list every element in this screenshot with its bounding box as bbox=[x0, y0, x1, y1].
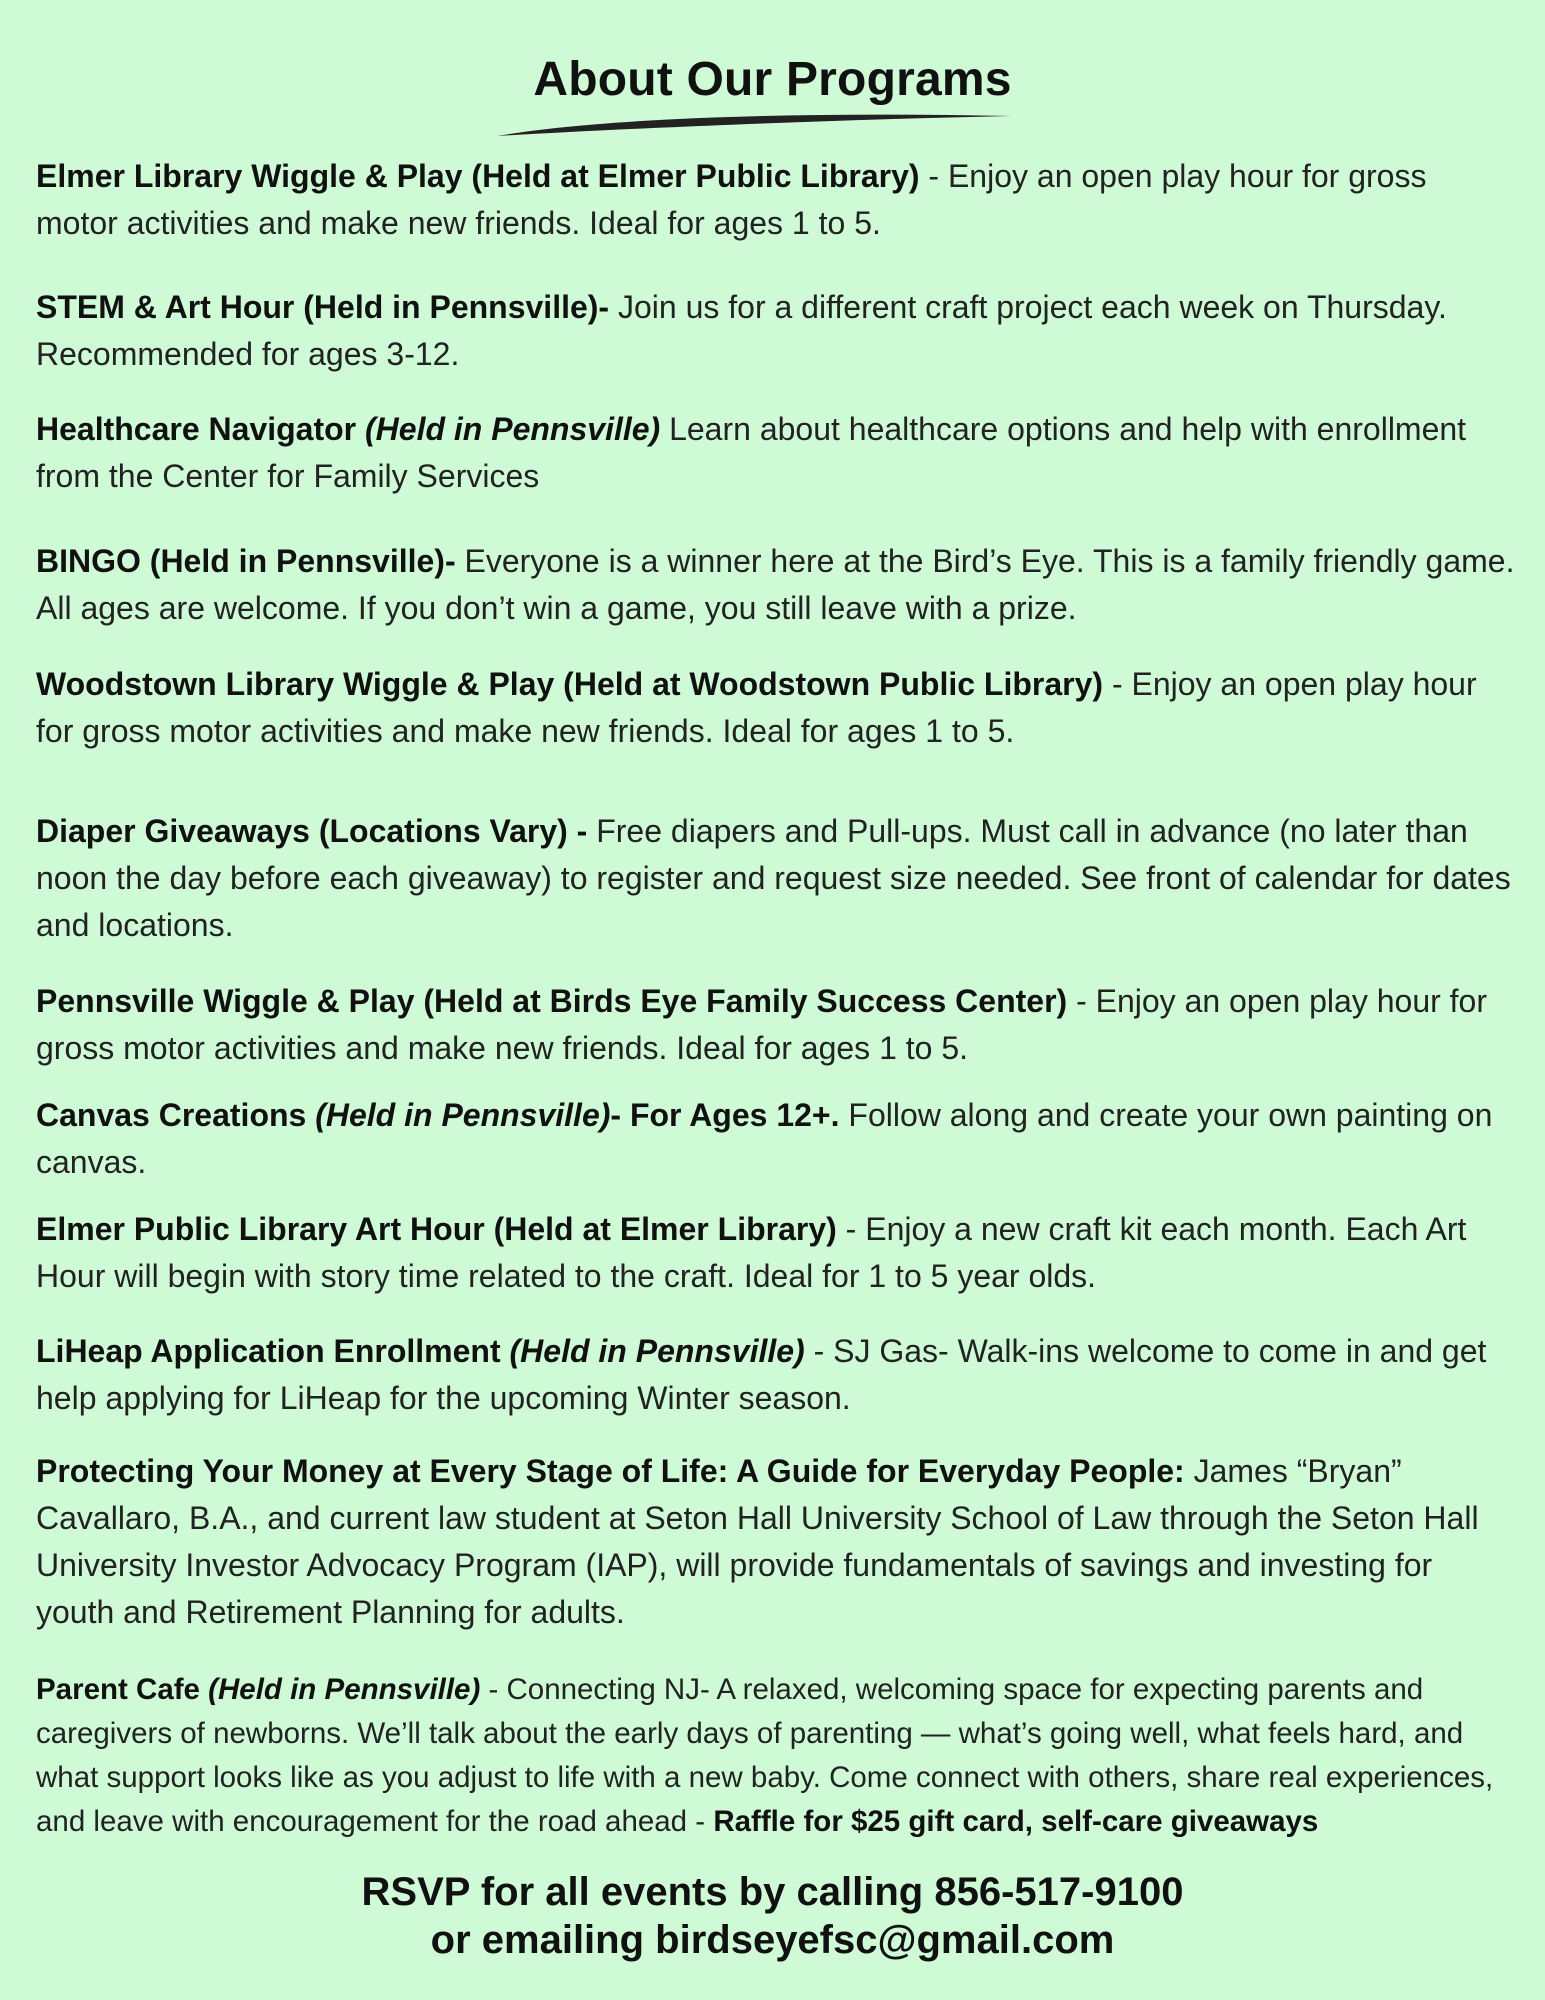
program-description: James “Bryan” Cavallaro, B.A., and current law student at Seton Hall University School of Law through the Seton Hall University Investor Advocacy Program (IAP), will provide fundamentals of savings and investing for youth and Retirement Planning for adults. bbox=[36, 1453, 1479, 1630]
program-name: Elmer Library Wiggle & Play (Held at Elmer Public Library) bbox=[36, 158, 920, 194]
program-description: Learn about healthcare options and help with enrollment from the Center for Family Services bbox=[36, 411, 1467, 494]
program-location: (Held in Pennsville) bbox=[208, 1673, 481, 1706]
program-name: STEM & Art Hour (Held in Pennsville)- bbox=[36, 289, 610, 325]
program-description: - Enjoy a new craft kit each month. Each Art Hour will begin with story time related to the craft. Ideal for 1 to 5 year olds. bbox=[36, 1211, 1467, 1294]
program-name: Elmer Public Library Art Hour (Held at Elmer Library) bbox=[36, 1211, 837, 1247]
rsvp-phone-line: RSVP for all events by calling 856-517-9100 bbox=[361, 1870, 1184, 1914]
program-description: Follow along and create your own painting on canvas. bbox=[36, 1097, 1493, 1180]
program-name: Healthcare Navigator bbox=[36, 411, 366, 447]
program-location: (Held in Pennsville) bbox=[509, 1333, 805, 1369]
program-location: (Held in Pennsville) bbox=[365, 411, 661, 447]
title-underline-swoosh bbox=[495, 110, 1015, 144]
program-name: Canvas Creations bbox=[36, 1097, 316, 1133]
program-pennsville-wiggle-play bbox=[36, 978, 1516, 1072]
program-description: - Enjoy an open play hour for gross motor activities and make new friends. Ideal for ages 1 to 5. bbox=[36, 666, 1477, 749]
program-name: BINGO (Held in Pennsville)- bbox=[36, 543, 456, 579]
program-location: (Held in Pennsville) bbox=[315, 1097, 611, 1133]
program-diaper-giveaways bbox=[36, 808, 1516, 949]
program-age-note: - For Ages 12+. bbox=[610, 1097, 840, 1133]
program-woodstown-wiggle-play bbox=[36, 661, 1516, 755]
program-parent-cafe bbox=[36, 1668, 1516, 1844]
program-elmer-art-hour bbox=[36, 1206, 1516, 1300]
page-title: About Our Programs bbox=[533, 53, 1012, 106]
program-description: - Connecting NJ- A relaxed, welcoming space for expecting parents and caregivers of newborns. We’ll talk about the early days of parenting — what’s going well, what feels hard, and what support looks like as you adjust to life with a new baby. Come connect with others, share real experiences, and leave with encouragement for the road ahead - bbox=[36, 1673, 1494, 1838]
program-liheap-enrollment bbox=[36, 1328, 1516, 1422]
rsvp-footer bbox=[0, 1868, 1545, 1964]
program-name: Pennsville Wiggle & Play (Held at Birds Eye Family Success Center) bbox=[36, 983, 1068, 1019]
program-name: Protecting Your Money at Every Stage of Life: A Guide for Everyday People: bbox=[36, 1453, 1185, 1489]
program-name: LiHeap Application Enrollment bbox=[36, 1333, 510, 1369]
program-description: - Enjoy an open play hour for gross motor activities and make new friends. Ideal for ages 1 to 5. bbox=[36, 983, 1487, 1066]
program-name: Woodstown Library Wiggle & Play (Held at Woodstown Public Library) bbox=[36, 666, 1104, 702]
program-description: Free diapers and Pull-ups. Must call in advance (no later than noon the day before each giveaway) to register and request size needed. See front of calendar for dates and locations. bbox=[36, 813, 1511, 943]
program-elmer-wiggle-play bbox=[36, 153, 1516, 247]
program-canvas-creations bbox=[36, 1092, 1516, 1186]
program-bingo bbox=[36, 538, 1516, 632]
program-protecting-your-money bbox=[36, 1448, 1516, 1636]
program-highlight: Raffle for $25 gift card, self-care giveaways bbox=[713, 1805, 1319, 1838]
program-stem-art-hour bbox=[36, 284, 1516, 378]
program-description: - SJ Gas- Walk-ins welcome to come in and get help applying for LiHeap for the upcoming Winter season. bbox=[36, 1333, 1487, 1416]
program-description: - Enjoy an open play hour for gross motor activities and make new friends. Ideal for ages 1 to 5. bbox=[36, 158, 1427, 241]
program-description: Everyone is a winner here at the Bird’s Eye. This is a family friendly game. All ages are welcome. If you don’t win a game, you still leave with a prize. bbox=[36, 543, 1515, 626]
program-healthcare-navigator bbox=[36, 406, 1516, 500]
program-name: Parent Cafe bbox=[36, 1673, 209, 1706]
rsvp-email-line: or emailing birdseyefsc@gmail.com bbox=[430, 1918, 1115, 1962]
program-description: Join us for a different craft project each week on Thursday. Recommended for ages 3-12. bbox=[36, 289, 1447, 372]
program-name: Diaper Giveaways (Locations Vary) - bbox=[36, 813, 588, 849]
